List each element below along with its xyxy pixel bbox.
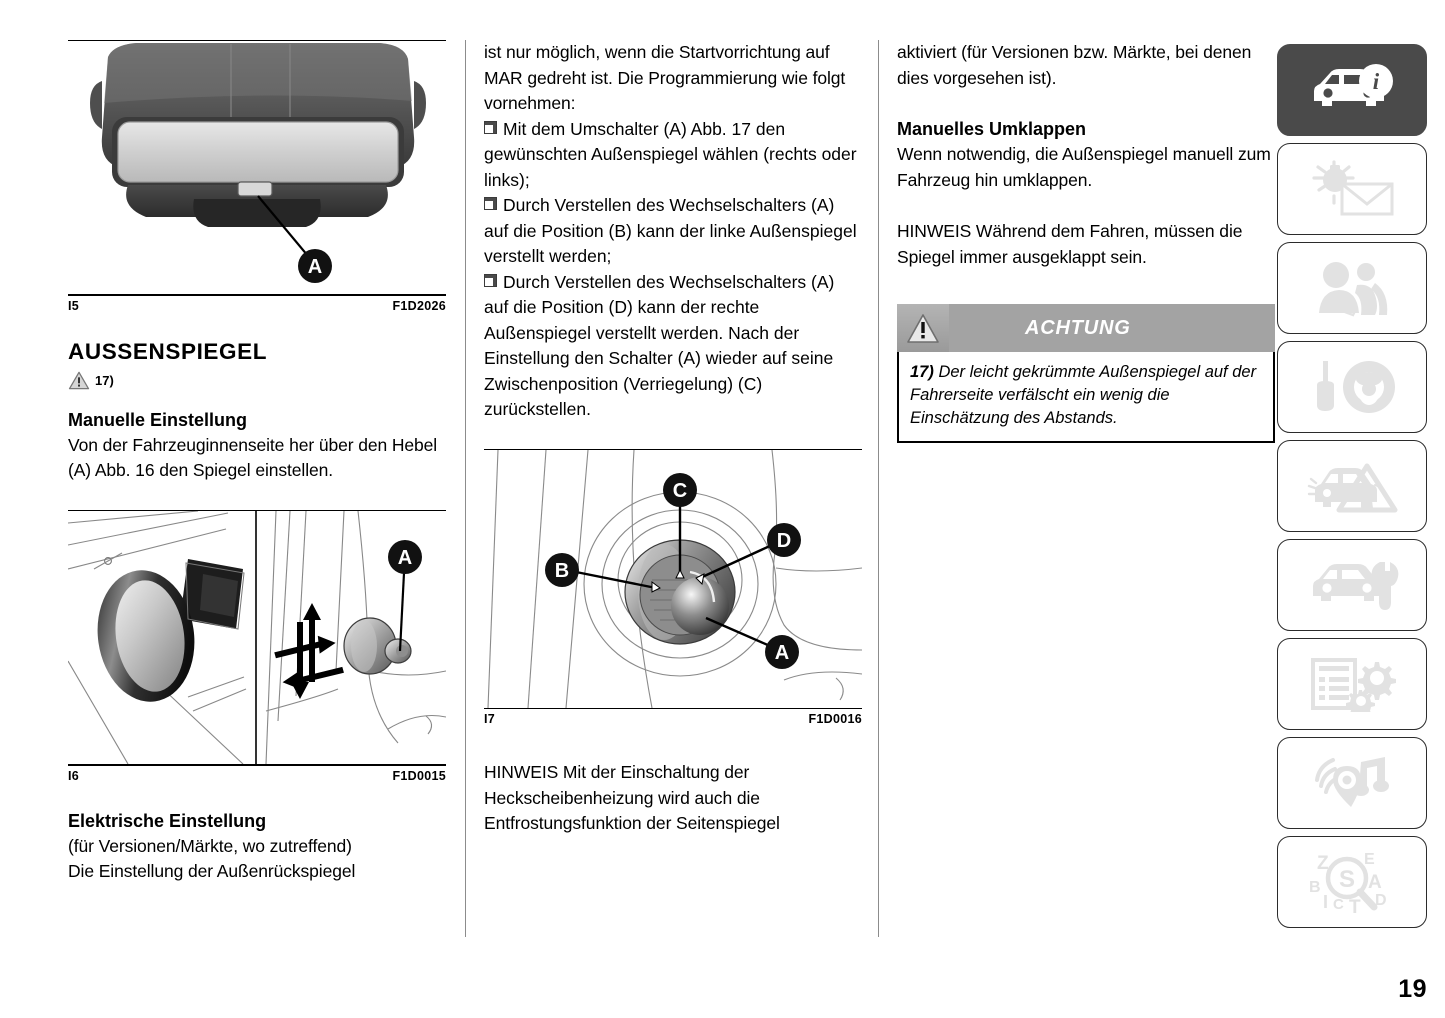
- dashboard-lights-icon: [1304, 160, 1400, 218]
- warning-triangle-icon: [68, 371, 90, 390]
- rail-item-multimedia[interactable]: [1277, 737, 1427, 829]
- achtung-header: [897, 304, 1275, 352]
- manual-adjust-text: Von der Fahrzeuginnenseite her über den Hebel (A) Abb. 16 den Spiegel einstellen.: [68, 434, 438, 481]
- column3-paragraph-1: aktiviert (für Versionen bzw. Märkte, bei denen dies vorgesehen ist).: [897, 42, 1252, 88]
- achtung-body: [897, 352, 1275, 443]
- svg-text:C: C: [1333, 896, 1344, 913]
- page-number: 19: [1398, 975, 1427, 1003]
- svg-text:B: B: [1309, 879, 1321, 896]
- figure-15-artwork: [68, 41, 446, 294]
- achtung-label-area: [949, 304, 1275, 352]
- svg-text:D: D: [1375, 892, 1387, 909]
- figure-16-number: I6: [68, 768, 80, 783]
- figure-17-code: F1D0016: [808, 712, 862, 727]
- rail-item-starting-driving[interactable]: [1277, 341, 1427, 433]
- svg-text:I: I: [1323, 892, 1329, 912]
- svg-text:S: S: [1338, 866, 1356, 893]
- emergency-warning-icon: [1305, 458, 1399, 514]
- achtung-label: ACHTUNG: [1025, 316, 1131, 339]
- square-bullet-icon: [484, 197, 497, 210]
- achtung-box: [897, 304, 1275, 443]
- key-steering-icon: [1305, 359, 1399, 415]
- rail-item-maintenance[interactable]: [1277, 539, 1427, 631]
- warning-reference-number: 17): [95, 372, 114, 388]
- electric-adjust-heading: Elektrische Einstellung: [68, 810, 267, 831]
- figure-16-code: F1D0015: [392, 768, 446, 783]
- column-divider-2: [878, 40, 879, 937]
- figure-17: [484, 449, 862, 727]
- svg-text:E: E: [1364, 851, 1375, 868]
- car-info-icon: [1306, 63, 1398, 117]
- achtung-reference: 17): [910, 363, 934, 381]
- car-wrench-icon: [1305, 558, 1399, 612]
- figure-15-code: F1D2026: [392, 298, 446, 313]
- rail-item-index[interactable]: [1277, 836, 1427, 928]
- manual-fold-text: Wenn notwendig, die Außenspiegel manuell zum Fahrzeug hin umklappen.: [897, 144, 1271, 190]
- column-3: [897, 40, 1275, 443]
- manual-fold-heading: Manuelles Umklappen: [897, 119, 1087, 139]
- svg-text:A: A: [774, 641, 790, 664]
- bullet-text: Durch Verstellen des Wechselschalters (A) auf die Position (D) kann der rechte Außenspiegel verstellt werden. Nach der Einstellung den Schalter (A) wieder auf seine Zwischenposition (Verriegelung) (C) zurückstellen.: [484, 271, 835, 419]
- figure-16-caption: [68, 766, 446, 783]
- figure-17-artwork: [484, 450, 862, 708]
- electric-adjust-text-2: Die Einstellung der Außenrückspiegel: [68, 861, 356, 882]
- figure-15-number: I5: [68, 298, 80, 313]
- svg-text:A: A: [307, 256, 323, 279]
- square-bullet-icon: [484, 274, 497, 287]
- bullet-item: [484, 193, 862, 270]
- achtung-paragraph: [910, 361, 1262, 430]
- achtung-text: Der leicht gekrümmte Außenspiegel auf der Fahrerseite verfälscht ein wenig die Einschätzung des Abstands.: [910, 363, 1257, 427]
- square-bullet-icon: [484, 121, 497, 134]
- svg-text:A: A: [1368, 872, 1382, 893]
- safety-seatbelt-icon: [1309, 259, 1395, 317]
- bullet-text: Durch Verstellen des Wechselschalters (A) auf die Position (B) kann der linke Außenspiegel verstellt werden;: [484, 195, 857, 266]
- bullet-item: [484, 117, 862, 194]
- column-1: [68, 40, 446, 885]
- svg-text:T: T: [1349, 897, 1361, 915]
- figure-15: [68, 40, 446, 313]
- warning-reference: [68, 371, 446, 390]
- specs-gears-icon: [1305, 656, 1399, 712]
- achtung-warning-icon: [897, 304, 949, 352]
- section-title: AUSSENSPIEGEL: [68, 338, 268, 364]
- svg-text:C: C: [672, 479, 688, 502]
- rail-item-technical-data[interactable]: [1277, 638, 1427, 730]
- index-search-icon: [1302, 849, 1402, 915]
- bullet-text: Mit dem Umschalter (A) Abb. 17 den gewünschten Außenspiegel wählen (rechts oder links);: [484, 118, 857, 190]
- svg-text:A: A: [397, 547, 413, 570]
- chapter-rail: [1277, 44, 1427, 935]
- figure-17-caption: [484, 709, 862, 726]
- bullet-item: [484, 270, 862, 423]
- svg-text:B: B: [554, 559, 570, 582]
- column2-note: HINWEIS Mit der Einschaltung der Heckscheibenheizung wird auch die Entfrostungsfunktion der Seitenspiegel: [484, 762, 780, 834]
- figure-16: [68, 510, 446, 783]
- column-2: [484, 40, 862, 837]
- figure-16-artwork: [68, 511, 446, 764]
- manual-adjust-heading: Manuelle Einstellung: [68, 409, 248, 430]
- svg-text:D: D: [776, 529, 792, 552]
- figure-15-caption: [68, 296, 446, 313]
- rail-item-car-info[interactable]: [1277, 44, 1427, 136]
- electric-adjust-text-1: (für Versionen/Märkte, wo zutreffend): [68, 835, 352, 856]
- svg-text:i: i: [1372, 69, 1380, 94]
- figure-17-number: I7: [484, 712, 496, 727]
- column2-paragraph-1: ist nur möglich, wenn die Startvorrichtung auf MAR gedreht ist. Die Programmierung wie folgt vornehmen:: [484, 42, 846, 113]
- rail-item-emergency[interactable]: [1277, 440, 1427, 532]
- rail-item-dashboard-lights[interactable]: [1277, 143, 1427, 235]
- svg-text:Z: Z: [1317, 853, 1329, 874]
- column-divider-1: [465, 40, 466, 937]
- column3-note: HINWEIS Während dem Fahren, müssen die Spiegel immer ausgeklappt sein.: [897, 221, 1243, 267]
- infotainment-music-icon: [1305, 754, 1399, 812]
- rail-item-safety[interactable]: [1277, 242, 1427, 334]
